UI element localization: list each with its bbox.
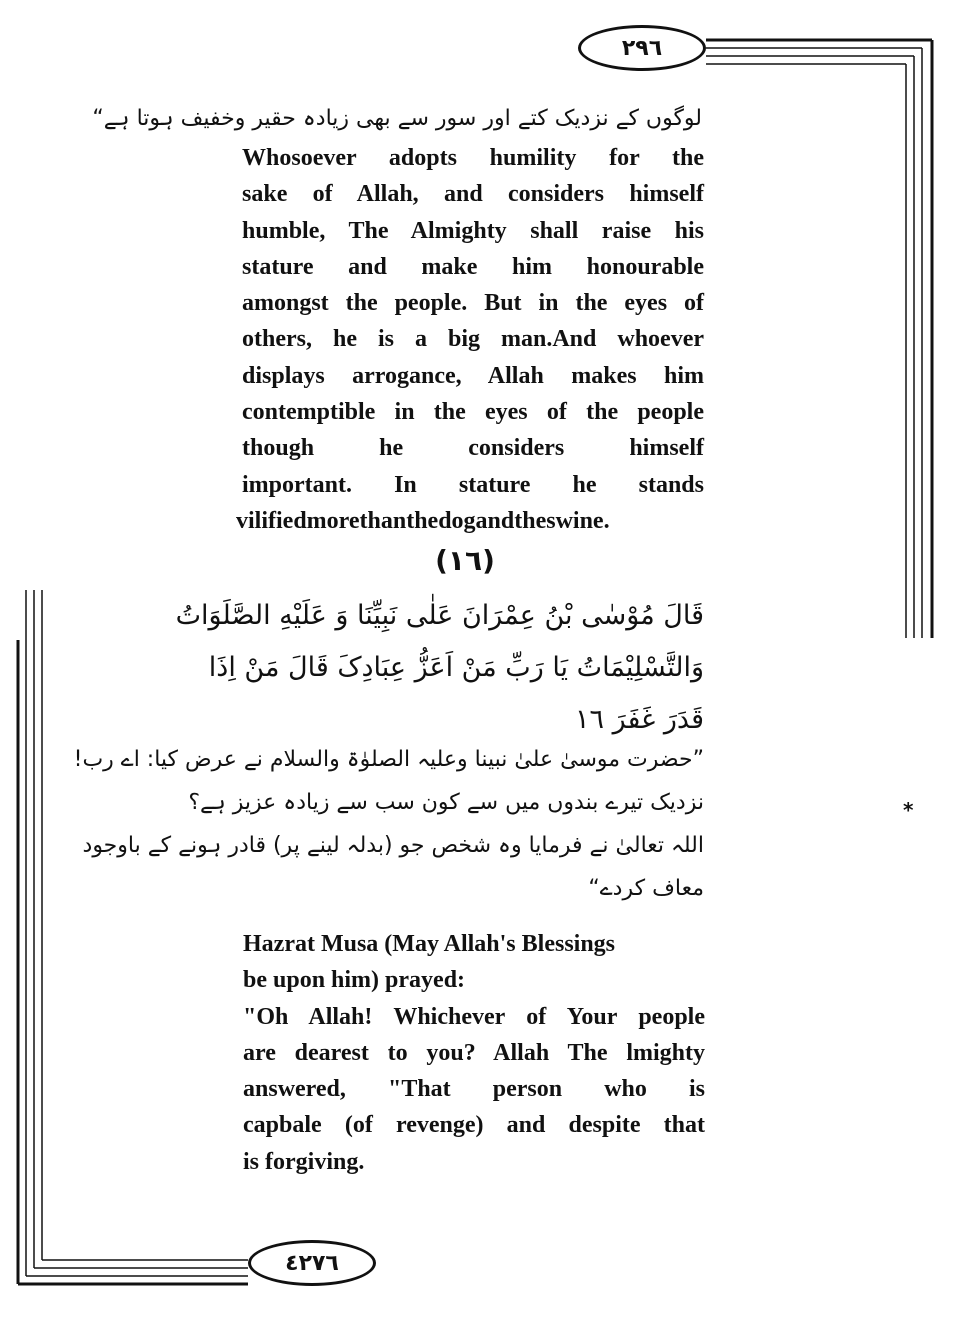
text-line: answered, "That person who is	[243, 1076, 705, 1103]
top-page-number: ٢٩٦	[578, 25, 706, 71]
urdu-hadith-translation	[73, 738, 704, 910]
hadith-number: (١٦)	[435, 544, 495, 577]
text-line: sake of Allah, and considers himself	[242, 181, 704, 208]
urdu-translation-end: لوگوں کے نزدیک کتے اور سور سے بھی زیادہ حقیر وخفیف ہوتا ہے“	[92, 106, 702, 131]
text-line: contemptible in the eyes of the people	[242, 399, 704, 426]
text-line: though he considers himself	[242, 435, 704, 462]
english-paragraph-humility	[236, 140, 704, 539]
urdu-line: نزدیک تیرے بندوں میں سے کون سب سے زیادہ عزیز ہے؟	[188, 790, 704, 815]
urdu-line: معاف کردے“	[588, 876, 704, 901]
text-line: are dearest to you? Allah The lmighty	[243, 1039, 705, 1066]
text-line: important. In stature he stands	[242, 471, 704, 498]
arabic-line: وَالتَّسْلِیْمَاتُ یَا رَبِّ مَنْ اَعَزُّ عِبَادِکَ قَالَ مَنْ اِذَا	[208, 652, 704, 683]
arabic-hadith-text	[175, 590, 704, 746]
text-line: Whosoever adopts humility for the	[242, 145, 704, 171]
text-line: "Oh Allah! Whichever of Your people	[243, 1003, 705, 1030]
text-line: capbale (of revenge) and despite that	[243, 1112, 705, 1139]
margin-star-mark: *	[903, 798, 914, 822]
urdu-line: اللہ تعالیٰ نے فرمایا وہ شخص جو (بدلہ لینے پر) قادر ہونے کے باوجود	[82, 833, 704, 858]
arabic-line: قَدَرَ غَفَرَ ١٦	[575, 704, 704, 735]
english-paragraph-musa	[243, 926, 705, 1180]
urdu-line: ”حضرت موسیٰ علیٰ نبینا وعلیہ الصلوٰۃ والسلام نے عرض کیا: اے رب!	[73, 747, 704, 772]
text-line: stature and make him honourable	[242, 253, 704, 280]
text-line: humble, The Almighty shall raise his	[242, 217, 704, 244]
text-line: be upon him) prayed:	[243, 967, 466, 994]
bottom-page-number: ٤٢٧٦	[248, 1240, 376, 1286]
text-line: vilifiedmorethanthedogandtheswine.	[236, 507, 610, 534]
text-line: is forgiving.	[243, 1148, 365, 1175]
text-line: displays arrogance, Allah makes him	[242, 362, 704, 389]
text-line: amongst the people. But in the eyes of	[242, 290, 704, 317]
text-line: Hazrat Musa (May Allah's Blessings	[243, 931, 616, 957]
arabic-line: قَالَ مُوْسٰی بْنُ عِمْرَانَ عَلٰی نَبِیِّنَا وَ عَلَیْهِ الصَّلَوَاتُ	[175, 600, 704, 631]
text-line: others, he is a big man.And whoever	[242, 326, 704, 353]
